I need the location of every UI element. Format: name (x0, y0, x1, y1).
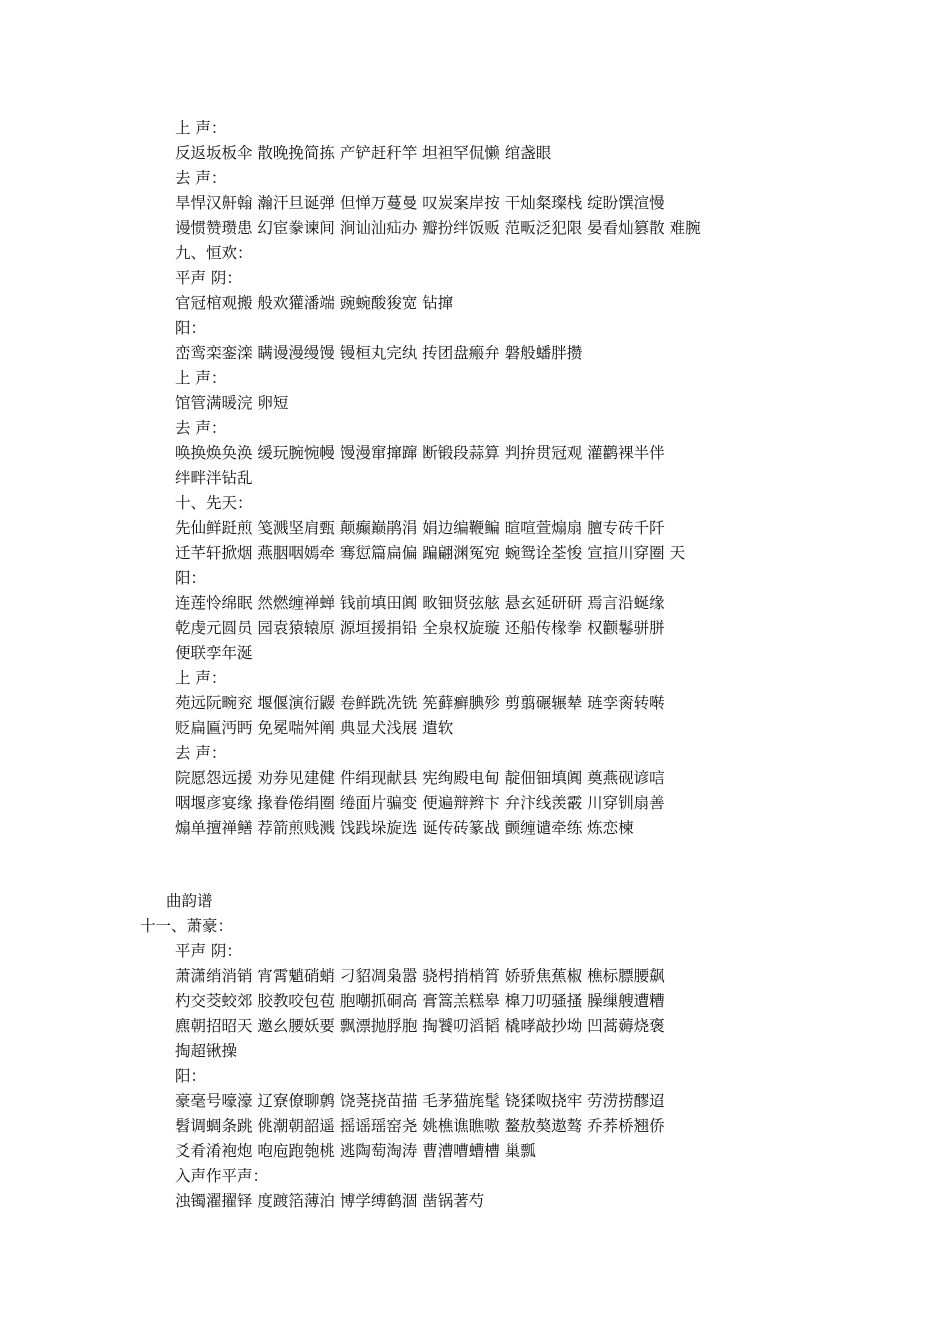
rhyme-line: 萧潇绡消销 宵霄魈硝蛸 刁貂凋枭嚣 骁枵捎梢筲 娇骄焦蕉椒 樵标膘腰飙 (175, 967, 665, 985)
rhyme-heading: 十、先天： (175, 494, 253, 512)
rhyme-line: 官冠棺观搬 般欢獾潘端 豌蜿酸狻宽 钻撺 (175, 294, 454, 312)
rhyme-line: 唤换焕奂涣 缓玩腕惋幔 馒漫窜撺蹿 断锻段蒜算 判拚贯冠观 灌鹳裸半伴 (175, 444, 665, 462)
rhyme-line: 院愿怨远援 劝券见建健 件绢现献县 宪绚殿电甸 靛佃钿填阗 奠燕砚谚唁 (175, 769, 665, 787)
rhyme-heading: 九、恒欢： (175, 244, 253, 262)
rhyme-line: 苑远阮畹兖 堰偃演衍鼹 卷鲜跣冼铣 筅藓癣腆殄 剪翦碾辗辇 琏孪脔转啭 (175, 694, 665, 712)
section-label: 阳： (175, 569, 207, 587)
rhyme-line: 爻肴淆袍炮 咆庖跑匏桃 逃陶萄淘涛 曹漕嘈螬槽 巢瓢 (175, 1142, 536, 1160)
section-label: 上 声： (175, 119, 227, 137)
rhyme-line: 麃朝招昭天 邀幺腰妖要 飘漂抛脬胞 掏饕叨滔韬 橇哮敲抄坳 凹蒿薅烧褒 (175, 1017, 665, 1035)
rhyme-line: 先仙鲜跹煎 笺溅坚肩甄 颠癫巅鹃涓 娟边编鞭鳊 暄喧萱煽扇 膻专砖千阡 (175, 519, 665, 537)
rhyme-line: 贬扁匾沔眄 免冕喘舛阐 典显犬浅展 遣软 (175, 719, 454, 737)
rhyme-line: 连莲怜绵眠 然燃缠禅蝉 钱前填田阗 畋钿贤弦舷 悬玄延研研 焉言沿蜒缘 (175, 594, 665, 612)
section-label: 去 声： (175, 419, 227, 437)
section-label: 阳： (175, 319, 207, 337)
section-label: 上 声： (175, 669, 227, 687)
section-label: 去 声： (175, 744, 227, 762)
rhyme-line: 咽堰彦宴缘 掾眷倦绢圈 绻面片骗变 便遍辩辫卞 弁汴线羡霰 川穿钏扇善 (175, 794, 665, 812)
rhyme-line: 旱悍汉鼾翰 瀚汗旦诞弹 但惮万蔓曼 叹炭案岸按 干灿粲璨栈 绽盼馔渲慢 (175, 194, 665, 212)
section-label: 平声 阴： (175, 942, 242, 960)
rhyme-line: 乾虔元圆员 园袁猿辕原 源垣援捐铅 全泉权旋璇 还船传椽拳 权颧鬈骈胼 (175, 619, 665, 637)
rhyme-line: 反返坂板伞 散晚挽简拣 产铲赶秆竿 坦袒罕侃懒 绾盏眼 (175, 144, 552, 162)
rhyme-line: 谩惯赞瓒患 幻宦豢谏间 涧讪汕疝办 瓣扮绊饭贩 范畈泛犯限 晏看灿篡散 难腕 (175, 219, 701, 237)
section-label: 入声作平声： (175, 1167, 269, 1185)
section-label: 去 声： (175, 169, 227, 187)
rhyme-heading: 十一、萧豪： (140, 917, 234, 935)
rhyme-line: 豪毫号嚎濠 辽寮僚聊鹩 饶荛挠苗描 毛茅猫旄髦 铙猱呶挠牢 劳涝捞醪迢 (175, 1092, 665, 1110)
section-label: 上 声： (175, 369, 227, 387)
rhyme-line: 浊镯濯擢铎 度踱箔薄泊 博学缚鹤涸 凿锅著芍 (175, 1192, 485, 1210)
section-label: 阳： (175, 1067, 207, 1085)
rhyme-line: 绊畔泮钻乱 (175, 469, 253, 487)
rhyme-line: 迁芊轩掀烟 燕胭咽嫣牵 骞愆篇扁偏 蹁翩渊冤宛 蜿鸳诠荃悛 宣揎川穿圈 天 (175, 544, 686, 562)
rhyme-line: 馆管满暖浣 卵短 (175, 394, 289, 412)
section-label: 平声 阴： (175, 269, 242, 287)
rhyme-line: 杓交茭蛟郊 胶教咬包苞 胞嘲抓硐高 膏篙羔糕皋 橰刀叨骚搔 臊缫艘遭糟 (175, 992, 665, 1010)
rhyme-line: 峦鸾栾銮滦 瞒谩漫缦馒 镘桓丸完纨 抟团盘瘢弁 磐般蟠胖攒 (175, 344, 583, 362)
rhyme-line: 掏超锹操 (175, 1042, 238, 1060)
rhyme-line: 煽单擅禅鳝 荐箭煎贱溅 饯践垛旋选 诞传砖篆战 颤缠谴牵练 炼恋楝 (175, 819, 634, 837)
rhyme-line: 便联孪年涎 (175, 644, 253, 662)
rhyme-line: 髫调蜩条跳 佻潮朝韶遥 摇谣瑶窑尧 姚樵谯瞧嗷 鳌敖獒遨骜 乔荞桥翘侨 (175, 1117, 665, 1135)
page-header: 曲韵谱 (166, 892, 213, 910)
